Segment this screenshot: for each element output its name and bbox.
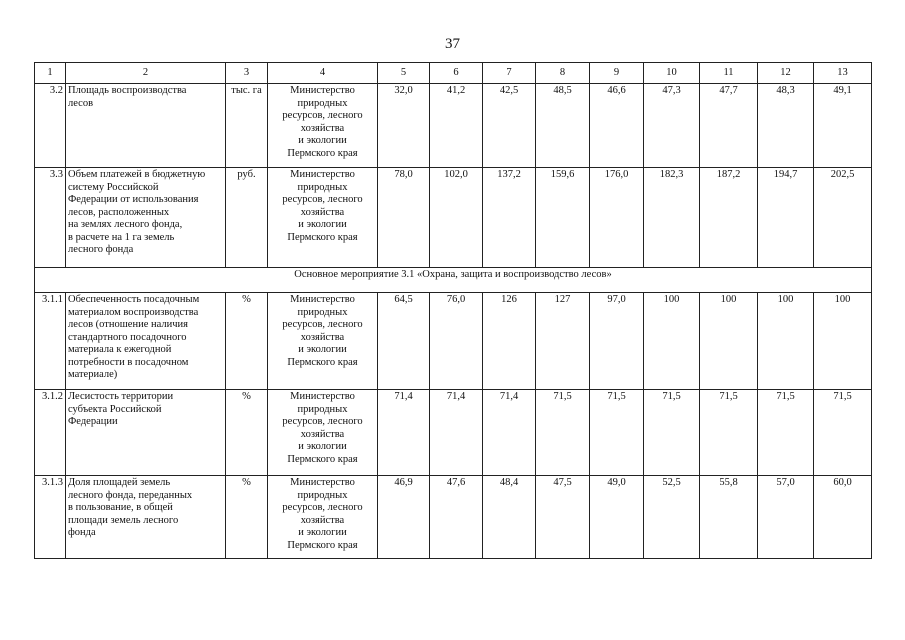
- value-cell: 71,5: [536, 390, 590, 476]
- responsible-executor-line: Пермского края: [287, 231, 358, 243]
- value-cell: 71,5: [700, 390, 758, 476]
- indicator-name-line: лесов, расположенных: [68, 206, 170, 218]
- responsible-executor-line: природных: [297, 306, 348, 318]
- value-cell: 100: [814, 293, 872, 390]
- value-cell: 202,5: [814, 168, 872, 268]
- responsible-executor: [268, 168, 378, 268]
- responsible-executor: [268, 390, 378, 476]
- indicator-name-line: на землях лесного фонда,: [68, 219, 183, 230]
- indicator-name: [66, 84, 226, 168]
- unit: тыс. га: [226, 84, 268, 168]
- unit: руб.: [226, 168, 268, 268]
- value-cell: 49,0: [590, 476, 644, 559]
- value-cell: 102,0: [430, 168, 483, 268]
- responsible-executor-line: и экологии: [298, 135, 347, 146]
- value-cell: 46,9: [378, 476, 430, 559]
- value-cell: 46,6: [590, 84, 644, 168]
- responsible-executor-line: Пермского края: [287, 356, 358, 368]
- value-cell: 64,5: [378, 293, 430, 390]
- value-cell: 32,0: [378, 84, 430, 168]
- value-cell: 71,5: [590, 390, 644, 476]
- row-number: 3.1.1: [35, 293, 66, 390]
- indicator-name-line: в расчете на 1 га земель: [68, 231, 175, 243]
- indicator-name-line: материале): [68, 369, 118, 380]
- responsible-executor-line: ресурсов, лесного: [282, 319, 363, 330]
- header-cell: 10: [644, 63, 700, 84]
- indicator-name-line: в пользование, в общей: [68, 502, 173, 513]
- table-body-bottom: [35, 293, 872, 559]
- responsible-executor-line: и экологии: [298, 441, 347, 452]
- value-cell: 47,3: [644, 84, 700, 168]
- responsible-executor-line: природных: [297, 181, 348, 193]
- responsible-executor-line: хозяйства: [300, 331, 345, 343]
- header-cell: 1: [35, 63, 66, 84]
- value-cell: 126: [483, 293, 536, 390]
- row-number: 3.1.3: [35, 476, 66, 559]
- indicators-table: [34, 62, 872, 559]
- value-cell: 71,4: [430, 390, 483, 476]
- responsible-executor-line: природных: [297, 403, 348, 415]
- indicator-name-line: площади земель лесного: [68, 514, 179, 526]
- table-row: [35, 293, 872, 390]
- indicator-name-line: потребности в посадочном: [68, 356, 189, 368]
- indicator-name-line: Лесистость территории: [68, 391, 174, 402]
- table-body-top: [35, 84, 872, 268]
- header-cell: 11: [700, 63, 758, 84]
- value-cell: 47,6: [430, 476, 483, 559]
- value-cell: 176,0: [590, 168, 644, 268]
- row-number: 3.3: [35, 168, 66, 268]
- responsible-executor: [268, 476, 378, 559]
- value-cell: 48,3: [758, 84, 814, 168]
- value-cell: 48,5: [536, 84, 590, 168]
- row-number: 3.1.2: [35, 390, 66, 476]
- header-cell: 7: [483, 63, 536, 84]
- header-cell: 13: [814, 63, 872, 84]
- indicator-name-line: материалом воспроизводства: [68, 306, 199, 318]
- responsible-executor-line: Министерство: [290, 169, 355, 180]
- responsible-executor-line: природных: [297, 97, 348, 109]
- unit: %: [226, 390, 268, 476]
- value-cell: 41,2: [430, 84, 483, 168]
- indicator-name-line: лесов (отношение наличия: [68, 319, 188, 330]
- indicator-name-line: лесного фонда, переданных: [68, 489, 193, 501]
- value-cell: 97,0: [590, 293, 644, 390]
- table-row: [35, 168, 872, 268]
- indicator-name-line: субъекта Российской: [68, 403, 162, 415]
- indicator-name-line: лесов: [68, 97, 94, 109]
- responsible-executor-line: ресурсов, лесного: [282, 194, 363, 205]
- value-cell: 47,5: [536, 476, 590, 559]
- responsible-executor-line: ресурсов, лесного: [282, 110, 363, 121]
- value-cell: 57,0: [758, 476, 814, 559]
- responsible-executor-line: и экологии: [298, 219, 347, 230]
- responsible-executor-line: Пермского края: [287, 147, 358, 159]
- value-cell: 100: [700, 293, 758, 390]
- responsible-executor-line: Министерство: [290, 477, 355, 488]
- section-title: Основное мероприятие 3.1 «Охрана, защита и воспроизводство лесов»: [35, 268, 872, 293]
- responsible-executor-line: Министерство: [290, 294, 355, 305]
- section-body: [35, 268, 872, 293]
- header-cell: 3: [226, 63, 268, 84]
- value-cell: 42,5: [483, 84, 536, 168]
- row-number: 3.2: [35, 84, 66, 168]
- indicator-name: [66, 476, 226, 559]
- responsible-executor-line: Министерство: [290, 391, 355, 402]
- indicator-name: [66, 293, 226, 390]
- value-cell: 71,5: [758, 390, 814, 476]
- header-cell: 2: [66, 63, 226, 84]
- indicator-name-line: Доля площадей земель: [68, 477, 171, 488]
- value-cell: 182,3: [644, 168, 700, 268]
- value-cell: 60,0: [814, 476, 872, 559]
- responsible-executor-line: ресурсов, лесного: [282, 502, 363, 513]
- value-cell: 76,0: [430, 293, 483, 390]
- value-cell: 55,8: [700, 476, 758, 559]
- header-cell: 4: [268, 63, 378, 84]
- responsible-executor-line: природных: [297, 489, 348, 501]
- responsible-executor-line: и экологии: [298, 527, 347, 538]
- value-cell: 71,5: [644, 390, 700, 476]
- header-cell: 12: [758, 63, 814, 84]
- responsible-executor-line: Пермского края: [287, 453, 358, 465]
- responsible-executor: [268, 84, 378, 168]
- header-row: [35, 63, 872, 84]
- unit: %: [226, 293, 268, 390]
- value-cell: 71,4: [483, 390, 536, 476]
- indicator-name-line: Обеспеченность посадочным: [68, 294, 200, 305]
- responsible-executor-line: хозяйства: [300, 514, 345, 526]
- value-cell: 137,2: [483, 168, 536, 268]
- section-row: [35, 268, 872, 293]
- table-row: [35, 390, 872, 476]
- indicator-name-line: систему Российской: [68, 181, 159, 193]
- responsible-executor-line: Министерство: [290, 85, 355, 96]
- responsible-executor-line: и экологии: [298, 344, 347, 355]
- value-cell: 49,1: [814, 84, 872, 168]
- indicator-name-line: фонда: [68, 527, 96, 538]
- value-cell: 100: [644, 293, 700, 390]
- header-cell: 5: [378, 63, 430, 84]
- indicator-name-line: Федерации от использования: [68, 194, 199, 205]
- value-cell: 71,4: [378, 390, 430, 476]
- indicator-name: [66, 168, 226, 268]
- value-cell: 47,7: [700, 84, 758, 168]
- responsible-executor-line: хозяйства: [300, 206, 345, 218]
- indicator-name-line: Федерации: [68, 416, 118, 427]
- indicator-name-line: материала к ежегодной: [68, 344, 172, 355]
- page-number: 37: [445, 36, 460, 52]
- indicator-name-line: лесного фонда: [68, 244, 134, 255]
- indicator-name: [66, 390, 226, 476]
- responsible-executor-line: Пермского края: [287, 539, 358, 551]
- header-cell: 8: [536, 63, 590, 84]
- value-cell: 100: [758, 293, 814, 390]
- header-cell: 6: [430, 63, 483, 84]
- unit: %: [226, 476, 268, 559]
- value-cell: 48,4: [483, 476, 536, 559]
- value-cell: 78,0: [378, 168, 430, 268]
- indicator-name-line: Площадь воспроизводства: [68, 85, 187, 96]
- value-cell: 187,2: [700, 168, 758, 268]
- value-cell: 194,7: [758, 168, 814, 268]
- value-cell: 52,5: [644, 476, 700, 559]
- responsible-executor: [268, 293, 378, 390]
- table-row: [35, 84, 872, 168]
- value-cell: 71,5: [814, 390, 872, 476]
- responsible-executor-line: хозяйства: [300, 428, 345, 440]
- value-cell: 127: [536, 293, 590, 390]
- table-row: [35, 476, 872, 559]
- responsible-executor-line: хозяйства: [300, 122, 345, 134]
- indicator-name-line: Объем платежей в бюджетную: [68, 169, 206, 180]
- value-cell: 159,6: [536, 168, 590, 268]
- responsible-executor-line: ресурсов, лесного: [282, 416, 363, 427]
- header-cell: 9: [590, 63, 644, 84]
- indicator-name-line: стандартного посадочного: [68, 331, 187, 343]
